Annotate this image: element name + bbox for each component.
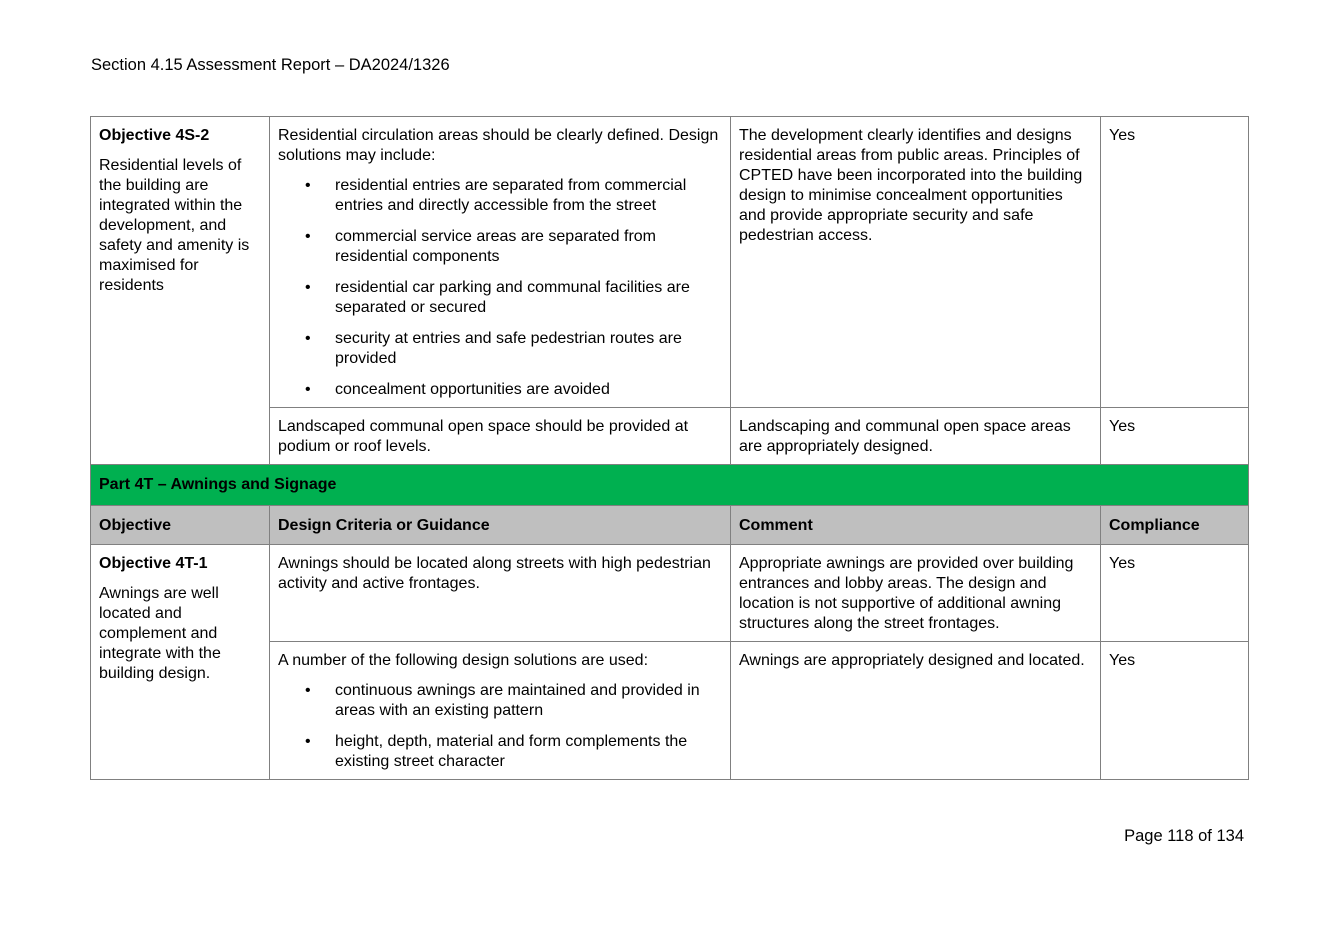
page-number: Page 118 of 134: [1124, 827, 1244, 845]
criteria-cell: Landscaped communal open space should be provided at podium or roof levels.: [270, 408, 731, 465]
compliance-cell: Yes: [1101, 117, 1249, 408]
comment-cell: Landscaping and communal open space areas are appropriately designed.: [731, 408, 1101, 465]
bullet-icon: •: [305, 279, 311, 296]
list-item-text: commercial service areas are separated from residential components: [335, 228, 657, 265]
list-item: [305, 329, 722, 369]
list-item-text: security at entries and safe pedestrian routes are provided: [335, 330, 682, 367]
criteria-text: A number of the following design solutions are used:: [278, 652, 649, 669]
objective-title: Objective 4T-1: [99, 555, 208, 572]
compliance-cell: Yes: [1101, 545, 1249, 642]
objective-title: Objective 4S-2: [99, 127, 210, 144]
comment-cell: Appropriate awnings are provided over building entrances and lobby areas. The design and location is not supportive of additional awning structures along the street frontages.: [731, 545, 1101, 642]
criteria-cell: [270, 642, 731, 780]
criteria-bullet-list: [278, 681, 722, 772]
list-item-text: concealment opportunities are avoided: [335, 381, 610, 398]
table-row: [91, 545, 1249, 642]
bullet-icon: •: [305, 733, 311, 750]
assessment-table: [90, 116, 1249, 780]
column-header-objective: Objective: [91, 506, 270, 545]
criteria-bullet-list: [278, 176, 722, 400]
objective-description: Residential levels of the building are integrated within the development, and safety and amenity is maximised for residents: [99, 157, 250, 294]
column-header-row: [91, 506, 1249, 545]
list-item: [305, 176, 722, 216]
column-header-criteria: Design Criteria or Guidance: [270, 506, 731, 545]
list-item-text: residential entries are separated from commercial entries and directly accessible from the street: [335, 177, 687, 214]
page-header: Section 4.15 Assessment Report – DA2024/1326: [91, 56, 450, 74]
compliance-cell: Yes: [1101, 408, 1249, 465]
column-header-compliance: Compliance: [1101, 506, 1249, 545]
compliance-cell: Yes: [1101, 642, 1249, 780]
list-item: [305, 227, 722, 267]
section-title: Part 4T – Awnings and Signage: [91, 465, 1249, 506]
list-item-text: height, depth, material and form complements the existing street character: [335, 733, 688, 770]
bullet-icon: •: [305, 381, 311, 398]
section-row: [91, 465, 1249, 506]
comment-cell: Awnings are appropriately designed and located.: [731, 642, 1101, 780]
list-item-text: continuous awnings are maintained and provided in areas with an existing pattern: [335, 682, 700, 719]
bullet-icon: •: [305, 682, 311, 699]
bullet-icon: •: [305, 330, 311, 347]
comment-cell: The development clearly identifies and designs residential areas from public areas. Principles of CPTED have been incorporated into the building design to minimise concealment opportunities and provide appropriate security and safe pedestrian access.: [731, 117, 1101, 408]
bullet-icon: •: [305, 228, 311, 245]
list-item: [305, 681, 722, 721]
objective-description: Awnings are well located and complement and integrate with the building design.: [99, 585, 221, 682]
list-item: [305, 278, 722, 318]
table-row: [91, 117, 1249, 408]
objective-cell: [91, 545, 270, 780]
list-item: [305, 732, 722, 772]
criteria-cell: [270, 117, 731, 408]
criteria-text: Residential circulation areas should be clearly defined. Design solutions may include:: [278, 127, 719, 164]
list-item-text: residential car parking and communal facilities are separated or secured: [335, 279, 690, 316]
column-header-comment: Comment: [731, 506, 1101, 545]
list-item: [305, 380, 722, 400]
bullet-icon: •: [305, 177, 311, 194]
criteria-cell: Awnings should be located along streets with high pedestrian activity and active frontages.: [270, 545, 731, 642]
objective-cell: [91, 117, 270, 465]
